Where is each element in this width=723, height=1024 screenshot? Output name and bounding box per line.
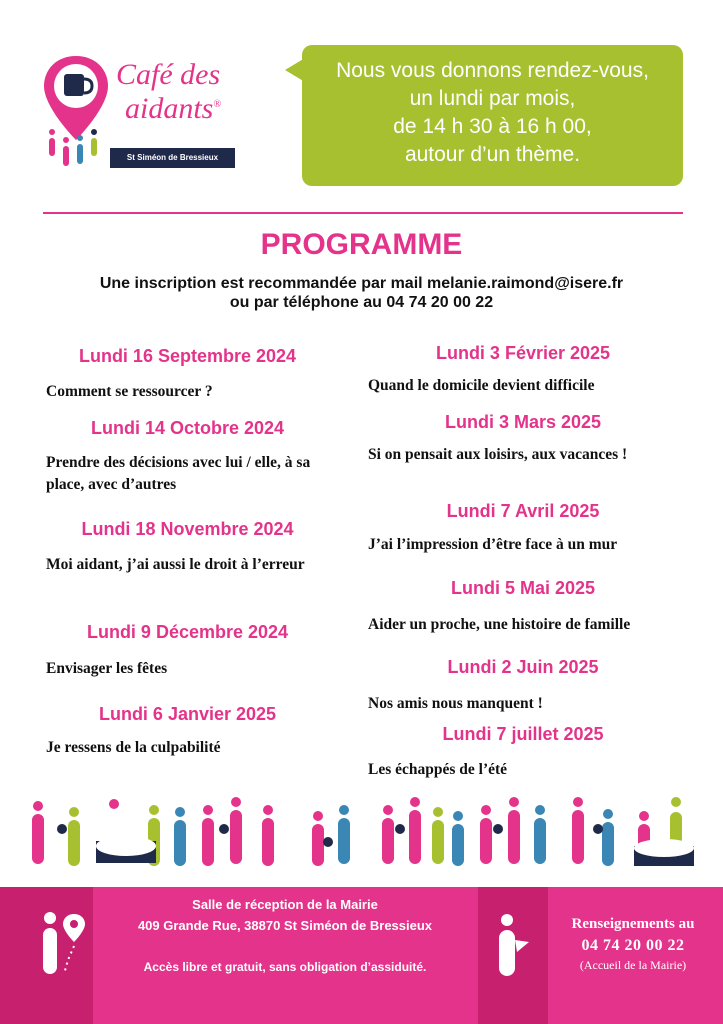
bubble-line: de 14 h 30 à 16 h 00, — [393, 115, 592, 138]
session-topic: Quand le domicile devient difficile — [368, 377, 595, 394]
session-topic: Prendre des décisions avec lui / elle, à sa place, avec d’autres — [46, 454, 311, 493]
bubble-line: Nous vous donnons rendez-vous, — [336, 59, 649, 82]
programme-title: PROGRAMME — [260, 228, 463, 261]
inscription-line: ou par téléphone au 04 74 20 00 22 — [229, 294, 494, 311]
people-with-coffee-icon — [28, 796, 698, 871]
logo-pin-icon — [40, 52, 120, 177]
info-label: Renseignements au — [571, 916, 695, 932]
session-topic: Les échappés de l’été — [368, 761, 508, 778]
cafe-des-aidants-logo — [40, 52, 240, 182]
inscription-line: Une inscription est recommandée par mail melanie.raimond@isere.fr — [99, 275, 624, 292]
session-date: Lundi 7 Avril 2025 — [446, 501, 600, 521]
session-topic: Moi aidant, j’ai aussi le droit à l’erreur — [46, 556, 305, 573]
info-phone: 04 74 20 00 22 — [581, 937, 685, 954]
session-topic: J’ai l’impression d’être face à un mur — [368, 536, 618, 553]
person-info-icon — [493, 912, 533, 978]
logo-location-tag: St Siméon de Bressieux — [110, 148, 235, 168]
session-topic: Nos amis nous manquent ! — [368, 695, 543, 712]
footer-venue: Salle de réception de la Mairie — [192, 897, 378, 912]
footer-access: Accès libre et gratuit, sans obligation d’assiduité. — [143, 960, 427, 974]
session-topic: Aider un proche, une histoire de famille — [368, 616, 631, 633]
session-date: Lundi 3 Mars 2025 — [444, 412, 602, 432]
session-date: Lundi 7 juillet 2025 — [442, 724, 604, 744]
schedule-bubble — [302, 45, 683, 186]
session-topic: Je ressens de la culpabilité — [46, 739, 221, 756]
logo-title: Café des aidants® — [116, 58, 221, 125]
session-date: Lundi 18 Novembre 2024 — [81, 519, 294, 539]
session-date: Lundi 2 Juin 2025 — [447, 657, 599, 677]
bubble-line: un lundi par mois, — [409, 87, 576, 110]
session-date: Lundi 5 Mai 2025 — [450, 578, 596, 598]
bubble-line: autour d’un thème. — [404, 143, 581, 166]
session-topic: Si on pensait aux loisirs, aux vacances ! — [368, 446, 628, 463]
session-date: Lundi 14 Octobre 2024 — [90, 418, 285, 438]
session-date: Lundi 6 Janvier 2025 — [98, 704, 277, 724]
session-date: Lundi 9 Décembre 2024 — [86, 622, 289, 642]
session-date: Lundi 3 Février 2025 — [435, 343, 611, 363]
session-topic: Envisager les fêtes — [46, 660, 168, 677]
inscription-info — [0, 274, 723, 312]
session-date: Lundi 16 Septembre 2024 — [78, 346, 297, 366]
person-location-pin-icon — [38, 910, 88, 980]
info-note: (Accueil de la Mairie) — [579, 958, 687, 972]
session-topic: Comment se ressourcer ? — [46, 383, 213, 400]
footer-address: 409 Grande Rue, 38870 St Siméon de Bressieux — [137, 918, 433, 933]
divider — [43, 212, 683, 214]
